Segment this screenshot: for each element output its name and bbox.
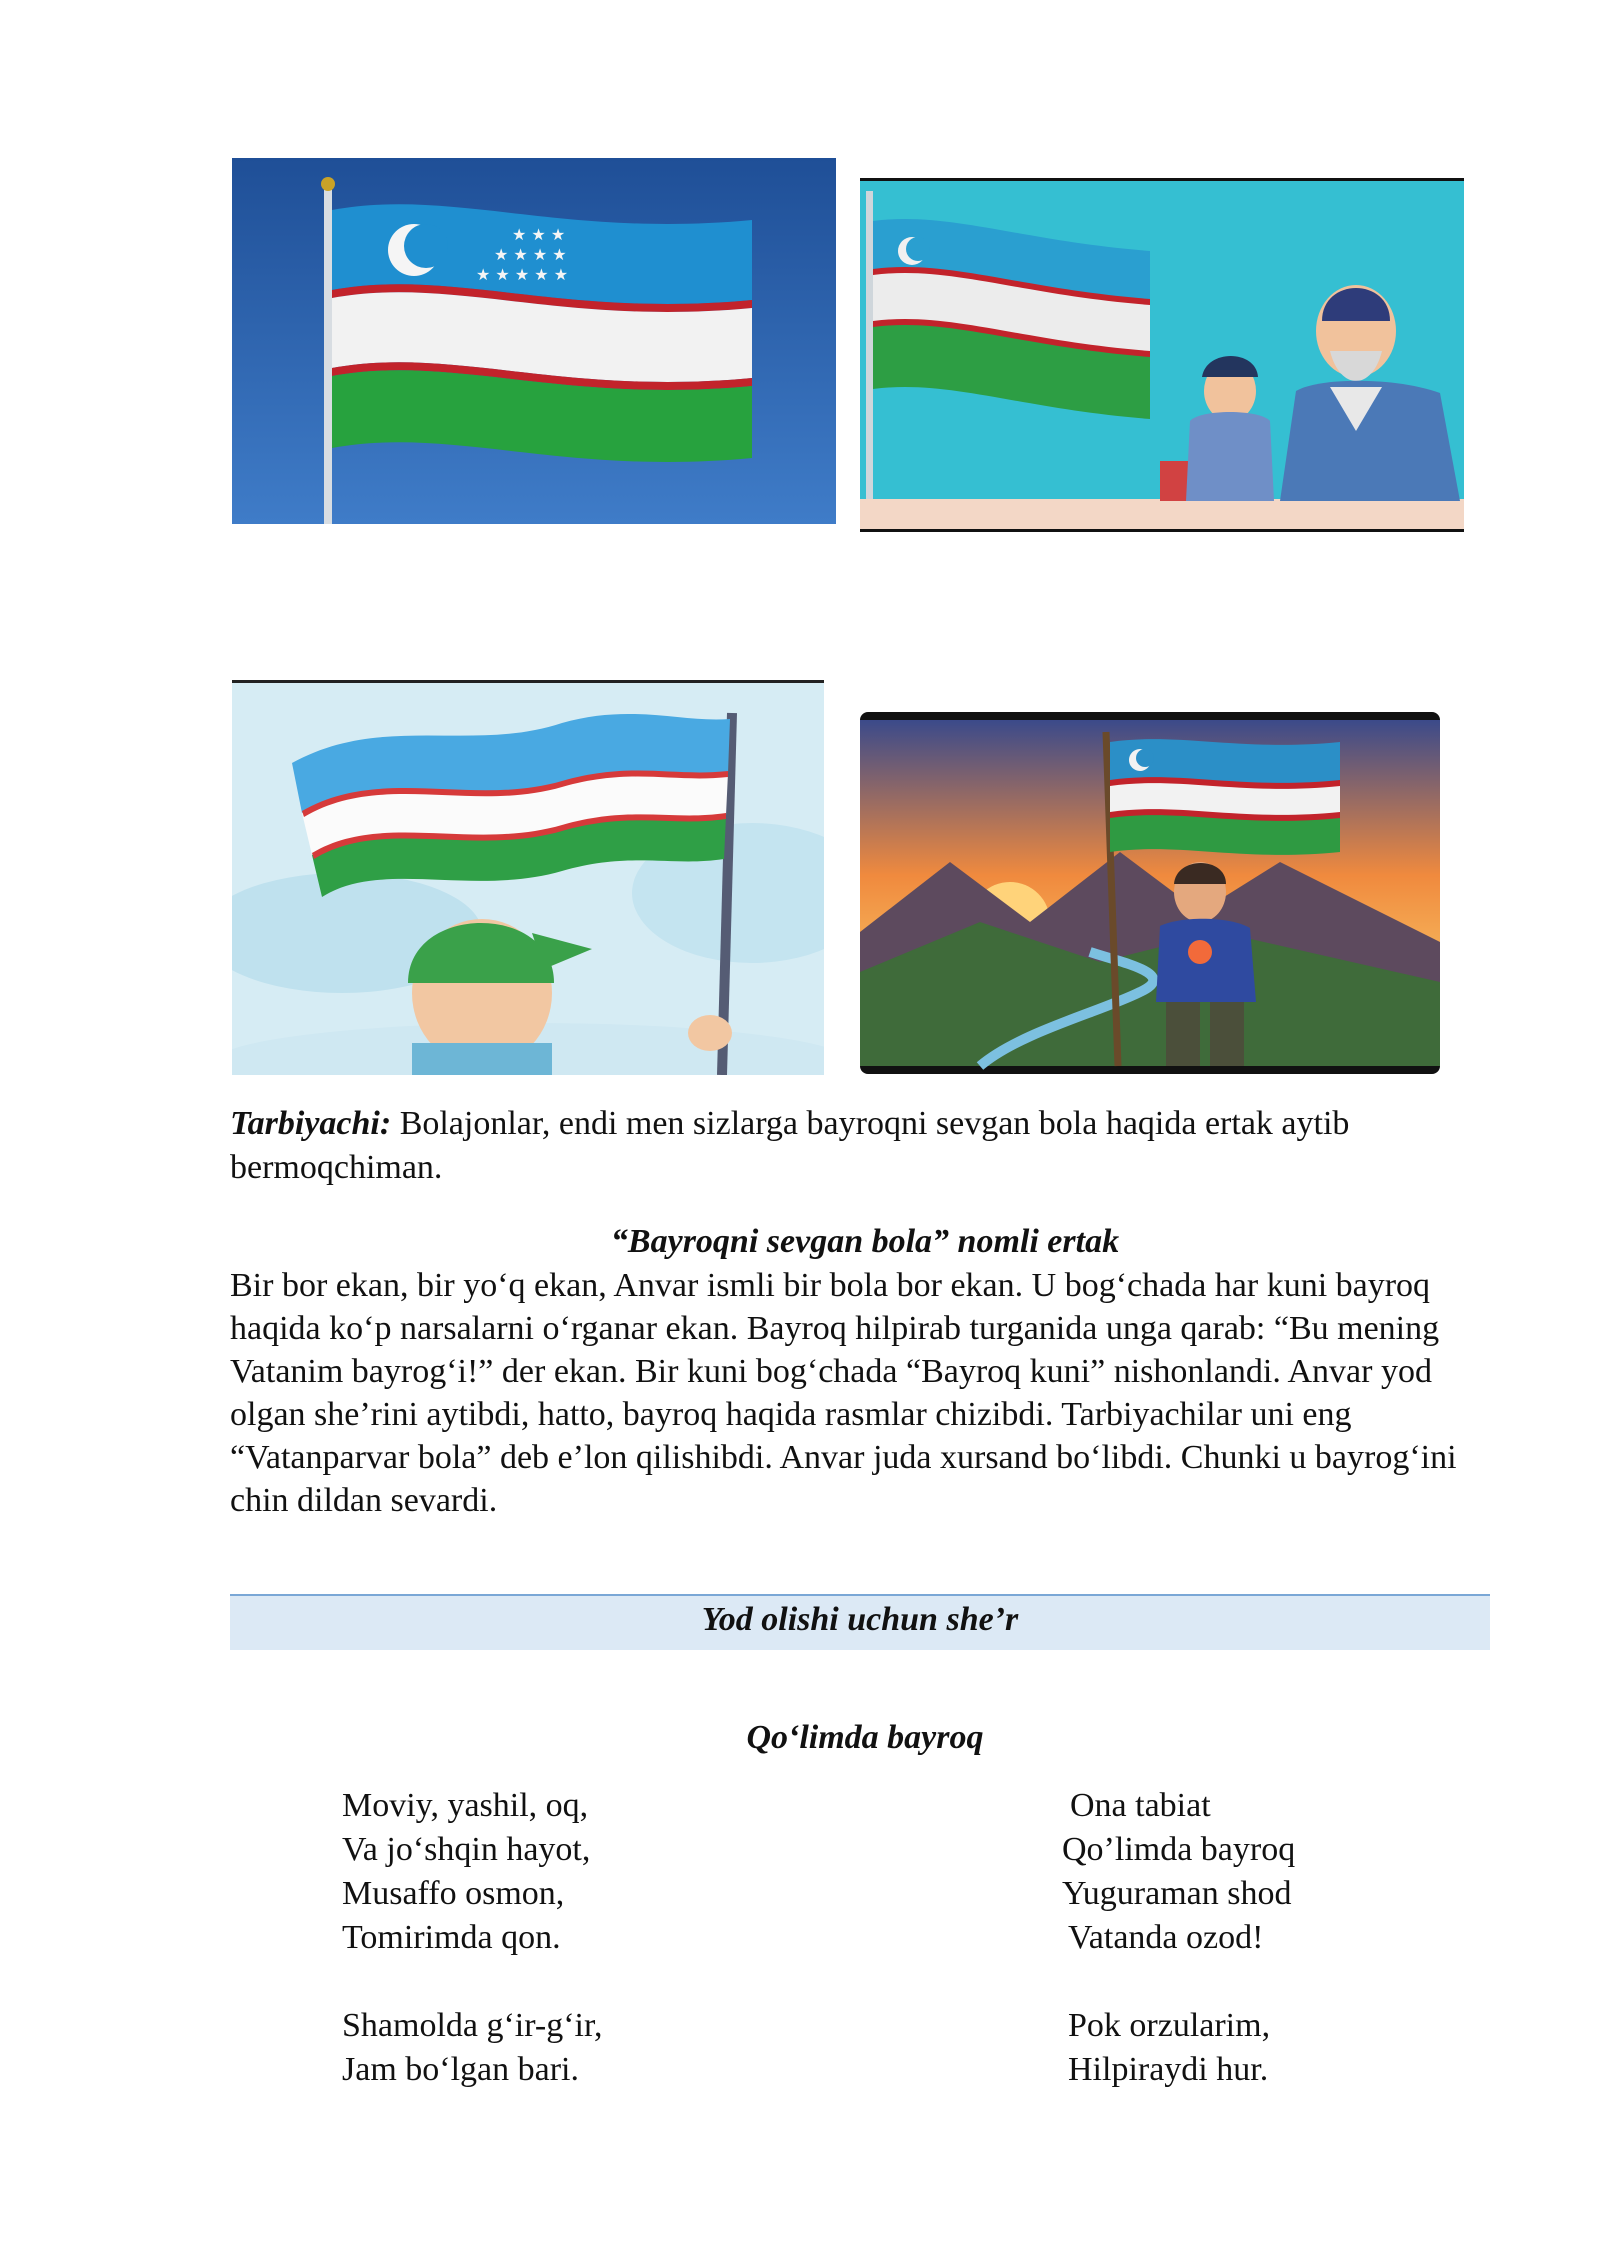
section-title: Yod olishi uchun she’r bbox=[701, 1601, 1019, 1638]
poem-line: Yuguraman shod bbox=[1062, 1875, 1292, 1912]
svg-text:★ ★ ★ ★: ★ ★ ★ ★ bbox=[494, 245, 567, 264]
tale-title: “Bayroqni sevgan bola” nomli ertak bbox=[610, 1223, 1120, 1260]
poem-line: Ona tabiat bbox=[1070, 1787, 1211, 1824]
grandfather-boy-illustration bbox=[860, 178, 1464, 532]
svg-text:★ ★ ★: ★ ★ ★ bbox=[512, 225, 566, 244]
intro-text: Bolajonlar, endi men sizlarga bayroqni sevgan bola haqida ertak aytib bermoqchiman. bbox=[230, 1105, 1350, 1186]
sunset-mountain-boy-illustration bbox=[860, 712, 1440, 1074]
flag-shape bbox=[332, 204, 752, 462]
speaker-label: Tarbiyachi: bbox=[230, 1105, 392, 1142]
poem-line: Hilpiraydi hur. bbox=[1068, 2051, 1269, 2088]
intro-paragraph bbox=[230, 1102, 1500, 1190]
tale-body: Bir bor ekan, bir yo‘q ekan, Anvar ismli bir bola bor ekan. U bog‘chada har kuni bayroq haqida ko‘p narsalarni o‘rganar ekan. Bayroq hilpirab turganida unga qarab: “Bu mening Vatanim bayrog‘i!” der ekan. Bir kuni bog‘chada “Bayroq kuni” nishonlandi. Anvar yod olgan she’rini aytibdi, hatto, bayroq haqida rasmlar chizibdi. Tarbiyachilar uni eng “Vatanparvar bola” deb e’lon qilishibdi. Anvar juda xursand bo‘libdi. Chunki u bayrog‘ini chin dildan sevardi. bbox=[230, 1267, 1457, 1519]
poem-line: Vatanda ozod! bbox=[1068, 1919, 1264, 1956]
poem-line: Moviy, yashil, oq, bbox=[342, 1787, 589, 1824]
poem-line: Jam bo‘lgan bari. bbox=[342, 2051, 579, 2088]
poem-line: Va jo‘shqin hayot, bbox=[342, 1831, 591, 1868]
poem-line: Pok orzularim, bbox=[1068, 2007, 1271, 2044]
boy-with-flag-cartoon bbox=[232, 680, 824, 1075]
svg-text:★ ★ ★ ★ ★: ★ ★ ★ ★ ★ bbox=[476, 265, 569, 284]
poem-line: Qo’limda bayroq bbox=[1062, 1831, 1296, 1868]
poem-line: Musaffo osmon, bbox=[342, 1875, 565, 1912]
poem-line: Tomirimda qon. bbox=[342, 1919, 561, 1956]
poem-line: Shamolda g‘ir-g‘ir, bbox=[342, 2007, 603, 2044]
poem-title: Qo‘limda bayroq bbox=[746, 1719, 984, 1756]
flag-photo bbox=[232, 158, 836, 524]
